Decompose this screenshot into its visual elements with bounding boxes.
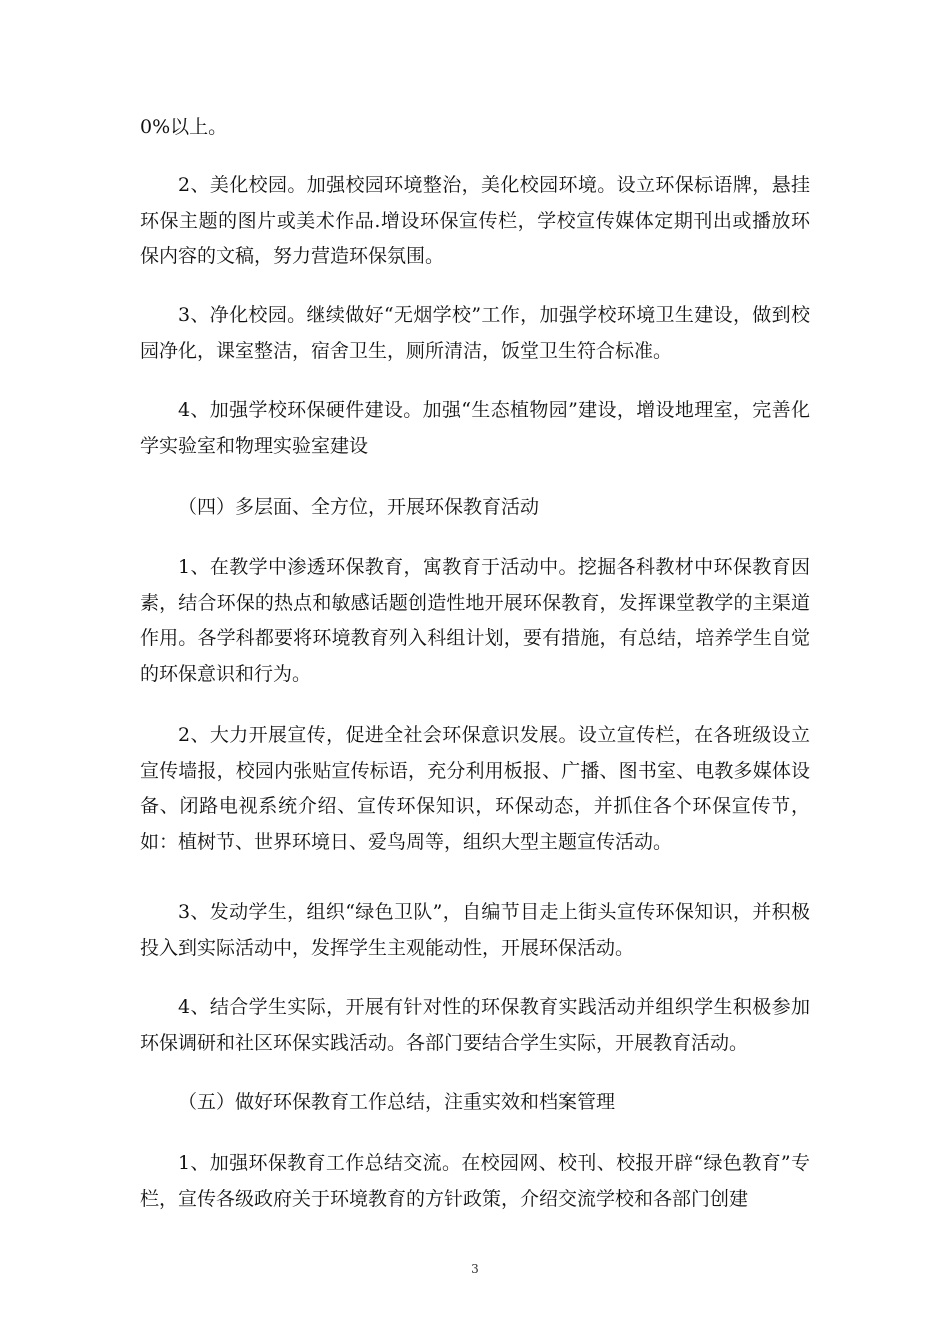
section-heading-four: （四）多层面、全方位，开展环保教育活动: [178, 496, 540, 518]
paragraph-teaching-integration: 1、在教学中渗透环保教育，寓教育于活动中。挖掘各科教材中环保教育因素，结合环保的热点和敏感话题创造性地开展环保教育，发挥课堂教学的主渠道作用。各学科都要将环境教育列入科组计划，要有措施，有总结，培养学生自觉的环保意识和行为。: [140, 556, 810, 685]
paragraph-beautify-campus: 2、美化校园。加强校园环境整治，美化校园环境。设立环保标语牌，悬挂环保主题的图片或美术作品.增设环保宣传栏，学校宣传媒体定期刊出或播放环保内容的文稿，努力营造环保氛围。: [140, 174, 810, 267]
paragraph-summary-exchange: 1、加强环保教育工作总结交流。在校园网、校刊、校报开辟“绿色教育”专栏，宣传各级政府关于环境教育的方针政策，介绍交流学校和各部门创建: [140, 1152, 810, 1210]
paragraph-mobilize-students: 3、发动学生，组织“绿色卫队”，自编节目走上街头宣传环保知识，并积极投入到实际活动中，发挥学生主观能动性，开展环保活动。: [140, 901, 810, 959]
section-heading-five: （五）做好环保教育工作总结，注重实效和档案管理: [178, 1091, 616, 1113]
paragraph-purify-campus: 3、净化校园。继续做好“无烟学校”工作，加强学校环境卫生建设，做到校园净化，课室整洁，宿舍卫生，厕所清洁，饭堂卫生符合标准。: [140, 304, 810, 362]
page-number: 3: [471, 1262, 479, 1276]
paragraph-publicity: 2、大力开展宣传，促进全社会环保意识发展。设立宣传栏，在各班级设立宣传墙报，校园内张贴宣传标语，充分利用板报、广播、图书室、电教多媒体设备、闭路电视系统介绍、宣传环保知识，环保动态，并抓住各个环保宣传节，如：植树节、世界环境日、爱鸟周等，组织大型主题宣传活动。: [140, 724, 810, 853]
paragraph-continuation: 0%以上。: [140, 116, 228, 138]
paragraph-practice-activities: 4、结合学生实际，开展有针对性的环保教育实践活动并组织学生积极参加环保调研和社区环保实践活动。各部门要结合学生实际，开展教育活动。: [140, 996, 810, 1054]
paragraph-hardware-construction: 4、加强学校环保硬件建设。加强“生态植物园”建设，增设地理室，完善化学实验室和物理实验室建设: [140, 399, 810, 457]
